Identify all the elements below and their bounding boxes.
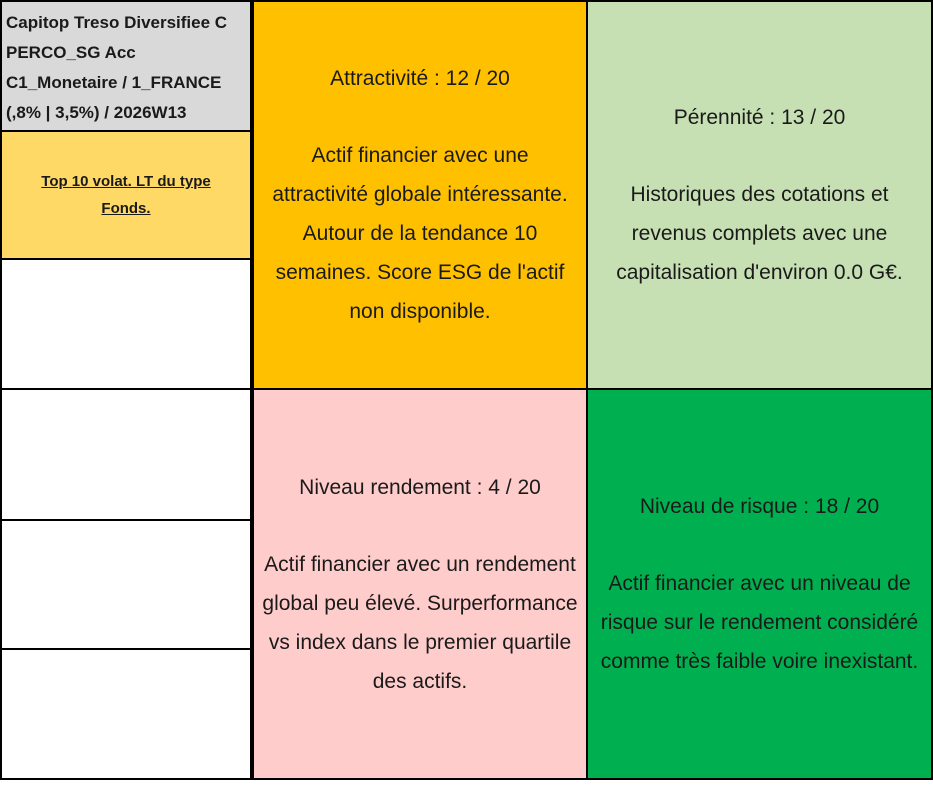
- fund-name: Capitop Treso Diversifiee C: [6, 13, 228, 32]
- empty-cell-3: [0, 519, 252, 650]
- fund-range-week: (,8% | 3,5%) / 2026W13: [6, 103, 187, 122]
- perennite-panel: [586, 0, 933, 390]
- volatility-tag: Top 10 volat. LT du type Fonds.: [0, 130, 252, 260]
- fund-header: [0, 0, 252, 132]
- risque-panel: [586, 388, 933, 780]
- fund-account: PERCO_SG Acc: [6, 43, 136, 62]
- attractivite-text: Actif financier avec une attractivité globale intéressante. Autour de la tendance 10 semaines. Score ESG de l'actif non disponible.: [272, 144, 568, 323]
- perennite-title: Pérennité : 13 / 20: [673, 106, 846, 129]
- fund-category: C1_Monetaire / 1_FRANCE: [6, 73, 222, 92]
- attractivite-title: Attractivité : 12 / 20: [330, 67, 510, 90]
- empty-cell-1: [0, 258, 252, 390]
- rendement-text: Actif financier avec un rendement global peu élevé. Surperformance vs index dans le premier quartile des actifs.: [262, 552, 578, 693]
- risque-title: Niveau de risque : 18 / 20: [639, 495, 880, 518]
- risque-text: Actif financier avec un niveau de risque sur le rendement considéré comme très faible voire inexistant.: [600, 572, 919, 673]
- empty-cell-4: [0, 648, 252, 780]
- rendement-title: Niveau rendement : 4 / 20: [299, 475, 541, 499]
- rendement-panel: [252, 388, 588, 780]
- perennite-text: Historiques des cotations et revenus complets avec une capitalisation d'environ 0.0 G€.: [616, 183, 903, 284]
- attractivite-panel: [252, 0, 588, 390]
- empty-cell-2: [0, 388, 252, 521]
